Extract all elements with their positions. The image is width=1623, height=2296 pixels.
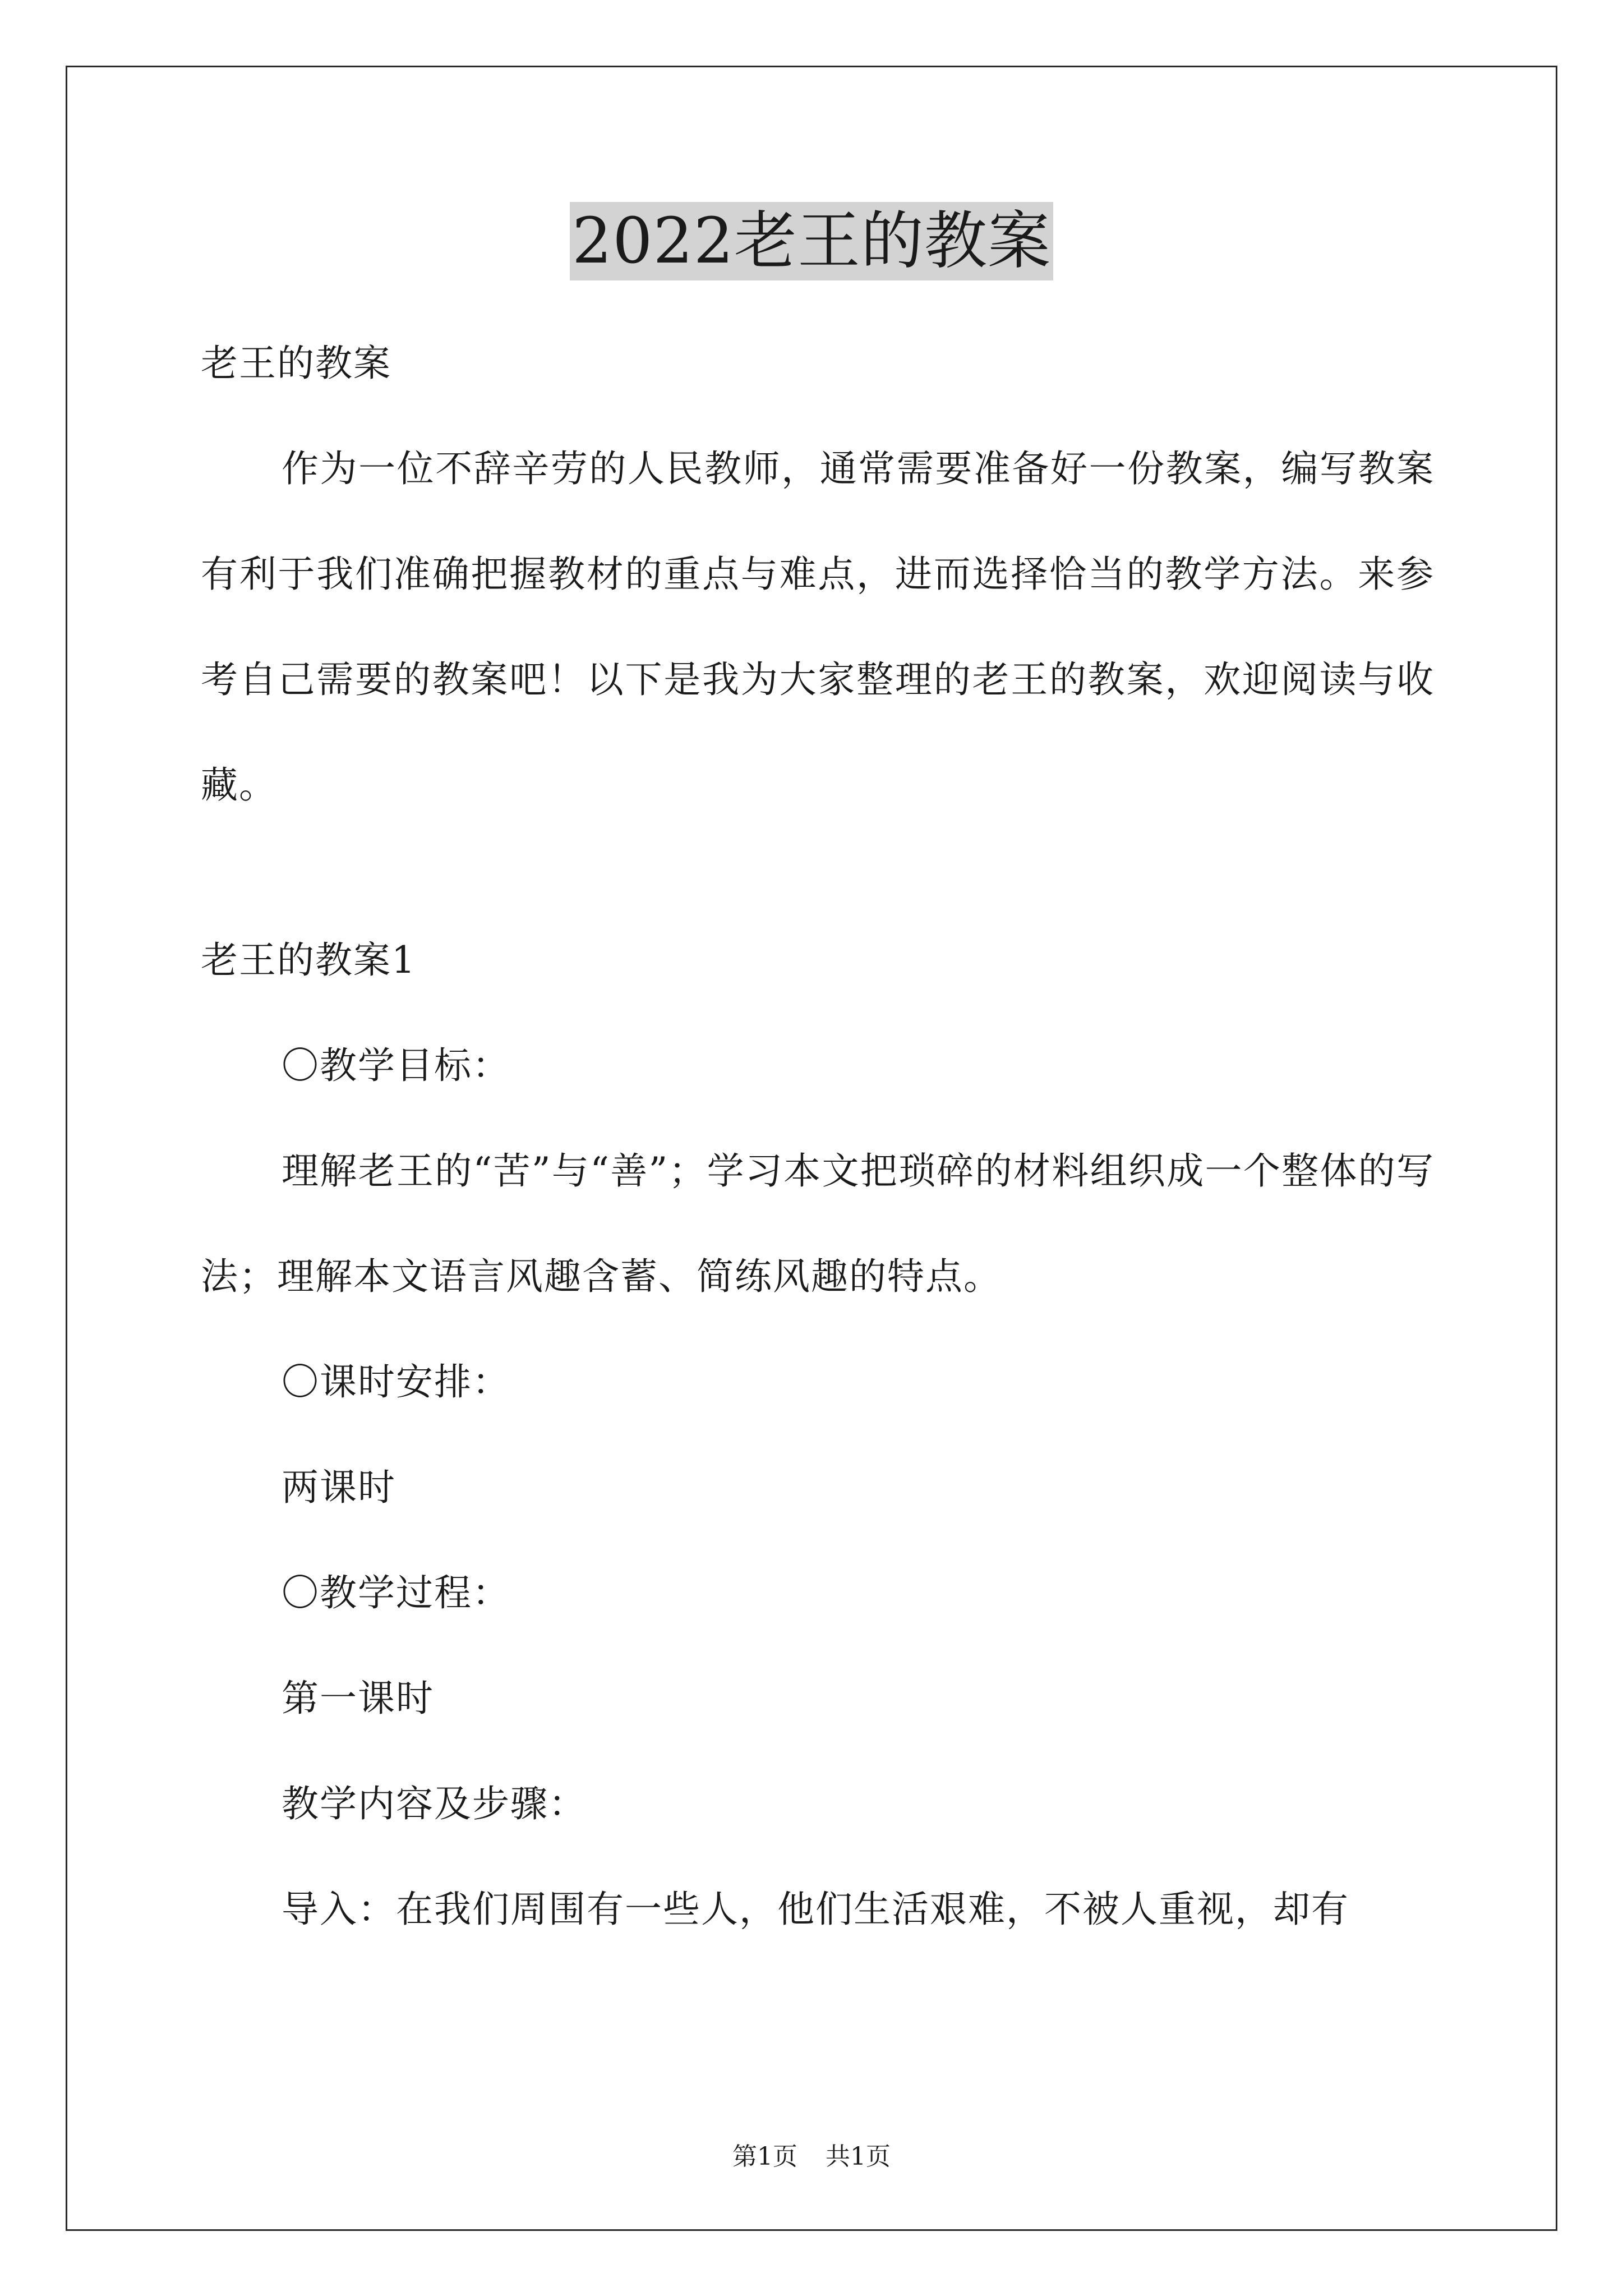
document-body bbox=[201, 337, 1435, 1988]
intro-lead-paragraph: 导入：在我们周围有一些人，他们生活艰难，不被人重视，却有 bbox=[282, 1888, 1349, 1931]
section-title: 老王的教案1 bbox=[201, 938, 416, 982]
title-container bbox=[0, 202, 1623, 280]
process-label: 〇教学过程： bbox=[282, 1571, 510, 1614]
page-number-total: 共1页 bbox=[826, 2142, 891, 2171]
heading: 老王的教案 bbox=[201, 342, 391, 385]
schedule-label: 〇课时安排： bbox=[282, 1360, 510, 1404]
goals-label: 〇教学目标： bbox=[282, 1044, 510, 1087]
goals-paragraph: 理解老王的“苦”与“善”；学习本文把琐碎的材料组织成一个整体的写法；理解本文语言风趣含蓄、简练风趣的特点。 bbox=[201, 1149, 1435, 1298]
page-number-current: 第1页 bbox=[732, 2142, 797, 2171]
content-steps-label: 教学内容及步骤： bbox=[282, 1782, 587, 1825]
lesson-one-label: 第一课时 bbox=[282, 1677, 434, 1720]
schedule-text: 两课时 bbox=[282, 1466, 396, 1509]
document-title: 2022老王的教案 bbox=[570, 202, 1053, 280]
page-footer bbox=[0, 2136, 1623, 2172]
intro-paragraph: 作为一位不辞辛劳的人民教师，通常需要准备好一份教案，编写教案有利于我们准确把握教材的重点与难点，进而选择恰当的教学方法。来参考自己需要的教案吧！以下是我为大家整理的老王的教案，欢迎阅读与收藏。 bbox=[201, 447, 1435, 807]
